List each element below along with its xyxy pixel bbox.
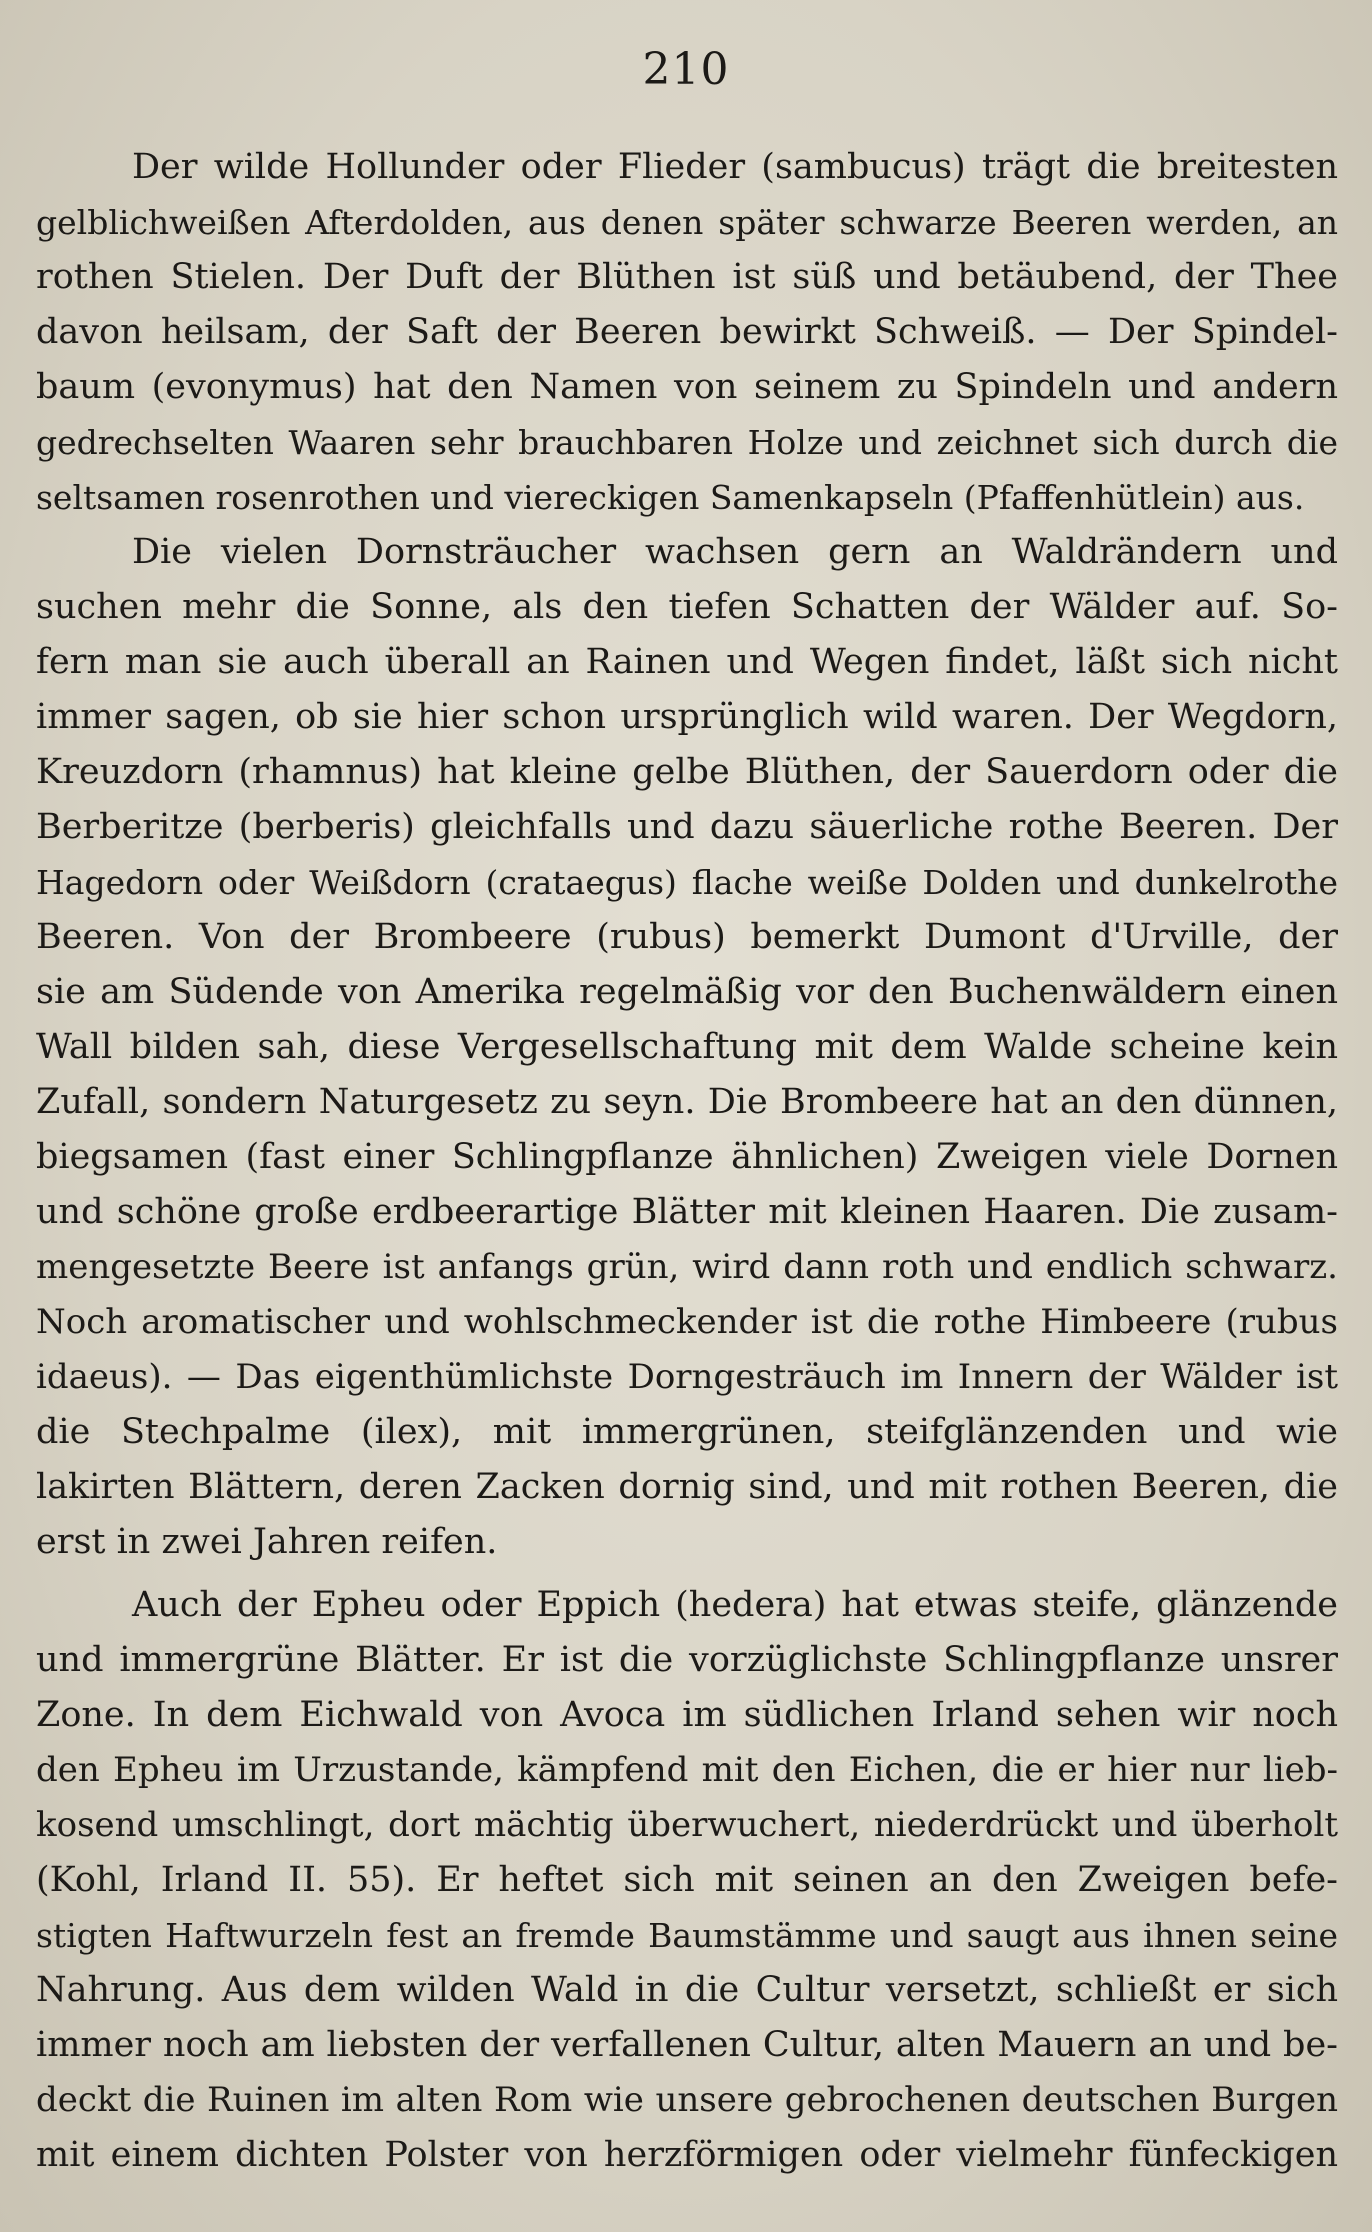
text-line: mengesetzte Beere ist anfangs grün, wird dann roth und endlich schwarz.	[36, 1247, 1338, 1287]
text-line: Zufall, sondern Naturgesetz zu seyn. Die Brombeere hat an den dünnen,	[36, 1082, 1338, 1122]
text-line: Kreuzdorn (rhamnus) hat kleine gelbe Blüthen, der Sauerdorn oder die	[36, 752, 1338, 792]
text-line: seltsamen rosenrothen und viereckigen Samenkapseln (Pfaffenhütlein) aus.	[36, 478, 1305, 517]
body-text	[36, 140, 1338, 2183]
text-line: sie am Südende von Amerika regelmäßig vor den Buchenwäldern einen	[36, 972, 1338, 1012]
text-line: und schöne große erdbeerartige Blätter mit kleinen Haaren. Die zusam-	[36, 1192, 1338, 1232]
text-line: erst in zwei Jahren reifen.	[36, 1522, 498, 1562]
text-line: Wall bilden sah, diese Vergesellschaftung mit dem Walde scheine kein	[36, 1027, 1338, 1067]
text-line: immer sagen, ob sie hier schon ursprünglich wild waren. Der Wegdorn,	[36, 697, 1338, 737]
text-line: Noch aromatischer und wohlschmeckender ist die rothe Himbeere (rubus	[36, 1302, 1338, 1342]
text-line: lakirten Blättern, deren Zacken dornig sind, und mit rothen Beeren, die	[36, 1467, 1338, 1507]
text-line: baum (evonymus) hat den Namen von seinem zu Spindeln und andern	[36, 367, 1338, 407]
text-line: suchen mehr die Sonne, als den tiefen Schatten der Wälder auf. So-	[36, 587, 1338, 627]
text-line: Auch der Epheu oder Eppich (hedera) hat etwas steife, glänzende	[132, 1585, 1338, 1625]
text-line: gelblichweißen Afterdolden, aus denen später schwarze Beeren werden, an	[36, 203, 1338, 242]
text-line: gedrechselten Waaren sehr brauchbaren Holze und zeichnet sich durch die	[36, 423, 1338, 462]
text-line: und immergrüne Blätter. Er ist die vorzüglichste Schlingpflanze unsrer	[36, 1640, 1338, 1680]
text-line: den Epheu im Urzustande, kämpfend mit den Eichen, die er hier nur lieb-	[36, 1750, 1338, 1790]
text-line: deckt die Ruinen im alten Rom wie unsere gebrochenen deutschen Burgen	[36, 2080, 1338, 2120]
text-line: Der wilde Hollunder oder Flieder (sambucus) trägt die breitesten	[132, 147, 1338, 187]
text-line: immer noch am liebsten der verfallenen Cultur, alten Mauern an und be-	[36, 2025, 1338, 2065]
text-line: Hagedorn oder Weißdorn (crataegus) flache weiße Dolden und dunkelrothe	[36, 863, 1338, 902]
text-line: Die vielen Dornsträucher wachsen gern an Waldrändern und	[132, 532, 1338, 572]
text-line: Beeren. Von der Brombeere (rubus) bemerkt Dumont d'Urville, der	[36, 917, 1338, 957]
text-line: (Kohl, Irland II. 55). Er heftet sich mit seinen an den Zweigen befe-	[36, 1860, 1338, 1900]
text-line: kosend umschlingt, dort mächtig überwuchert, niederdrückt und überholt	[36, 1805, 1338, 1845]
text-line: idaeus). — Das eigenthümlichste Dorngesträuch im Innern der Wälder ist	[36, 1357, 1338, 1397]
text-line: davon heilsam, der Saft der Beeren bewirkt Schweiß. — Der Spindel-	[36, 312, 1338, 352]
text-line: Berberitze (berberis) gleichfalls und dazu säuerliche rothe Beeren. Der	[36, 807, 1338, 847]
text-line: biegsamen (fast einer Schlingpflanze ähnlichen) Zweigen viele Dornen	[36, 1137, 1338, 1177]
text-line: Zone. In dem Eichwald von Avoca im südlichen Irland sehen wir noch	[36, 1695, 1338, 1735]
text-line: rothen Stielen. Der Duft der Blüthen ist süß und betäubend, der Thee	[36, 257, 1338, 297]
text-line: die Stechpalme (ilex), mit immergrünen, steifglänzenden und wie	[36, 1412, 1338, 1452]
text-line: fern man sie auch überall an Rainen und Wegen findet, läßt sich nicht	[36, 642, 1338, 682]
text-line: stigten Haftwurzeln fest an fremde Baumstämme und saugt aus ihnen seine	[36, 1916, 1338, 1955]
page-number: 210	[642, 44, 730, 95]
text-line: Nahrung. Aus dem wilden Wald in die Cultur versetzt, schließt er sich	[36, 1970, 1338, 2010]
text-line: mit einem dichten Polster von herzförmigen oder vielmehr fünfeckigen	[36, 2135, 1338, 2175]
